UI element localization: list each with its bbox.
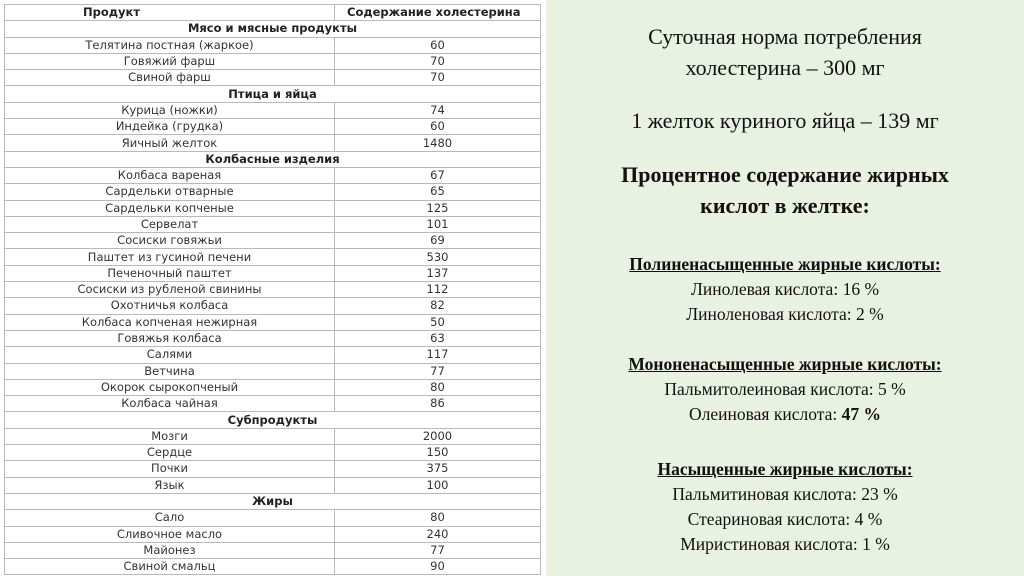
product-name: Салями: [5, 347, 335, 363]
group-heading: Мононенасыщенные жирные кислоты:: [628, 354, 942, 374]
header-product: Продукт: [5, 5, 335, 21]
cholesterol-value: 100: [335, 477, 541, 493]
cholesterol-value: 125: [335, 200, 541, 216]
product-name: Язык: [5, 477, 335, 493]
product-name: Почки: [5, 461, 335, 477]
table-section-row: [5, 151, 541, 167]
product-name: Печеночный паштет: [5, 265, 335, 281]
table-row: [5, 37, 541, 53]
table-row: [5, 216, 541, 232]
section-title: Мясо и мясные продукты: [5, 21, 541, 37]
cholesterol-value: 150: [335, 445, 541, 461]
cholesterol-value: 240: [335, 526, 541, 542]
table-row: [5, 428, 541, 444]
product-name: Говяжий фарш: [5, 53, 335, 69]
table-row: [5, 461, 541, 477]
cholesterol-value: 80: [335, 379, 541, 395]
cholesterol-value: 60: [335, 37, 541, 53]
product-name: Паштет из гусиной печени: [5, 249, 335, 265]
table-row: [5, 200, 541, 216]
cholesterol-value: 101: [335, 216, 541, 232]
product-name: Сливочное масло: [5, 526, 335, 542]
table-row: [5, 298, 541, 314]
percent-title: Процентное содержание жирных кислот в желтке:: [621, 162, 949, 218]
table-row: [5, 314, 541, 330]
header-cholesterol: Содержание холестерина: [335, 5, 541, 21]
list-item: Олеиновая кислота: 47 %: [689, 404, 881, 424]
product-name: Сердце: [5, 445, 335, 461]
table-row: [5, 477, 541, 493]
table-row: [5, 445, 541, 461]
cholesterol-value: 70: [335, 53, 541, 69]
list-item: Пальмитиновая кислота: 23 %: [672, 484, 898, 504]
cholesterol-value: 112: [335, 282, 541, 298]
product-name: Сало: [5, 510, 335, 526]
product-name: Говяжья колбаса: [5, 330, 335, 346]
table-row: [5, 265, 541, 281]
daily-norm-text: Суточная норма потребления холестерина – 300 мг: [648, 24, 922, 80]
table-row: [5, 347, 541, 363]
cholesterol-value: 77: [335, 542, 541, 558]
cholesterol-value: 60: [335, 119, 541, 135]
table-row: [5, 396, 541, 412]
product-name: Свиной смальц: [5, 559, 335, 575]
table-row: [5, 53, 541, 69]
section-title: Жиры: [5, 493, 541, 509]
table-row: [5, 135, 541, 151]
table-section-row: [5, 21, 541, 37]
product-name: Телятина постная (жаркое): [5, 37, 335, 53]
cholesterol-value: 1480: [335, 135, 541, 151]
cholesterol-value: 117: [335, 347, 541, 363]
product-name: Колбаса вареная: [5, 167, 335, 183]
cholesterol-value: 2000: [335, 428, 541, 444]
yolk-cholesterol-text: 1 желток куриного яйца – 139 мг: [631, 108, 939, 133]
table-row: [5, 526, 541, 542]
monounsaturated-group: [546, 352, 1024, 427]
table-header-row: [5, 5, 541, 21]
group-heading: Насыщенные жирные кислоты:: [657, 459, 913, 479]
table-row: [5, 542, 541, 558]
table-row: [5, 233, 541, 249]
table-section-row: [5, 412, 541, 428]
cholesterol-value: 67: [335, 167, 541, 183]
cholesterol-value: 50: [335, 314, 541, 330]
product-name: Майонез: [5, 542, 335, 558]
product-name: Сервелат: [5, 216, 335, 232]
table-row: [5, 102, 541, 118]
cholesterol-value: 69: [335, 233, 541, 249]
table-section-row: [5, 493, 541, 509]
table-row: [5, 184, 541, 200]
product-name: Колбаса копченая нежирная: [5, 314, 335, 330]
table-row: [5, 363, 541, 379]
table-row: [5, 330, 541, 346]
product-name: Ветчина: [5, 363, 335, 379]
cholesterol-value: 74: [335, 102, 541, 118]
table-row: [5, 249, 541, 265]
cholesterol-value: 70: [335, 70, 541, 86]
polyunsaturated-group: [546, 252, 1024, 327]
product-name: Сосиски из рубленой свинины: [5, 282, 335, 298]
product-name: Сосиски говяжьи: [5, 233, 335, 249]
table-section-row: [5, 86, 541, 102]
cholesterol-value: 82: [335, 298, 541, 314]
table-row: [5, 379, 541, 395]
section-title: Птица и яйца: [5, 86, 541, 102]
cholesterol-value: 86: [335, 396, 541, 412]
cholesterol-value: 80: [335, 510, 541, 526]
cholesterol-value: 65: [335, 184, 541, 200]
cholesterol-value: 77: [335, 363, 541, 379]
section-title: Колбасные изделия: [5, 151, 541, 167]
section-title: Субпродукты: [5, 412, 541, 428]
product-name: Яичный желток: [5, 135, 335, 151]
group-heading: Полиненасыщенные жирные кислоты:: [629, 254, 941, 274]
table-row: [5, 167, 541, 183]
table-row: [5, 70, 541, 86]
product-name: Мозги: [5, 428, 335, 444]
cholesterol-table: [4, 4, 541, 575]
list-item: Линоленовая кислота: 2 %: [686, 304, 884, 324]
product-name: Окорок сырокопченый: [5, 379, 335, 395]
product-name: Индейка (грудка): [5, 119, 335, 135]
product-name: Сардельки копченые: [5, 200, 335, 216]
cholesterol-value: 63: [335, 330, 541, 346]
list-item: Миристиновая кислота: 1 %: [680, 534, 890, 554]
list-item: Линолевая кислота: 16 %: [690, 279, 880, 299]
product-name: Охотничья колбаса: [5, 298, 335, 314]
list-item: Пальмитолеиновая кислота: 5 %: [664, 379, 906, 399]
product-name: Сардельки отварные: [5, 184, 335, 200]
product-name: Курица (ножки): [5, 102, 335, 118]
product-name: Колбаса чайная: [5, 396, 335, 412]
table-row: [5, 559, 541, 575]
cholesterol-value: 375: [335, 461, 541, 477]
list-item: Стеариновая кислота: 4 %: [687, 509, 883, 529]
table-row: [5, 282, 541, 298]
cholesterol-value: 137: [335, 265, 541, 281]
product-name: Свиной фарш: [5, 70, 335, 86]
saturated-group: [546, 457, 1024, 557]
cholesterol-value: 530: [335, 249, 541, 265]
table-row: [5, 510, 541, 526]
cholesterol-value: 90: [335, 559, 541, 575]
table-row: [5, 119, 541, 135]
